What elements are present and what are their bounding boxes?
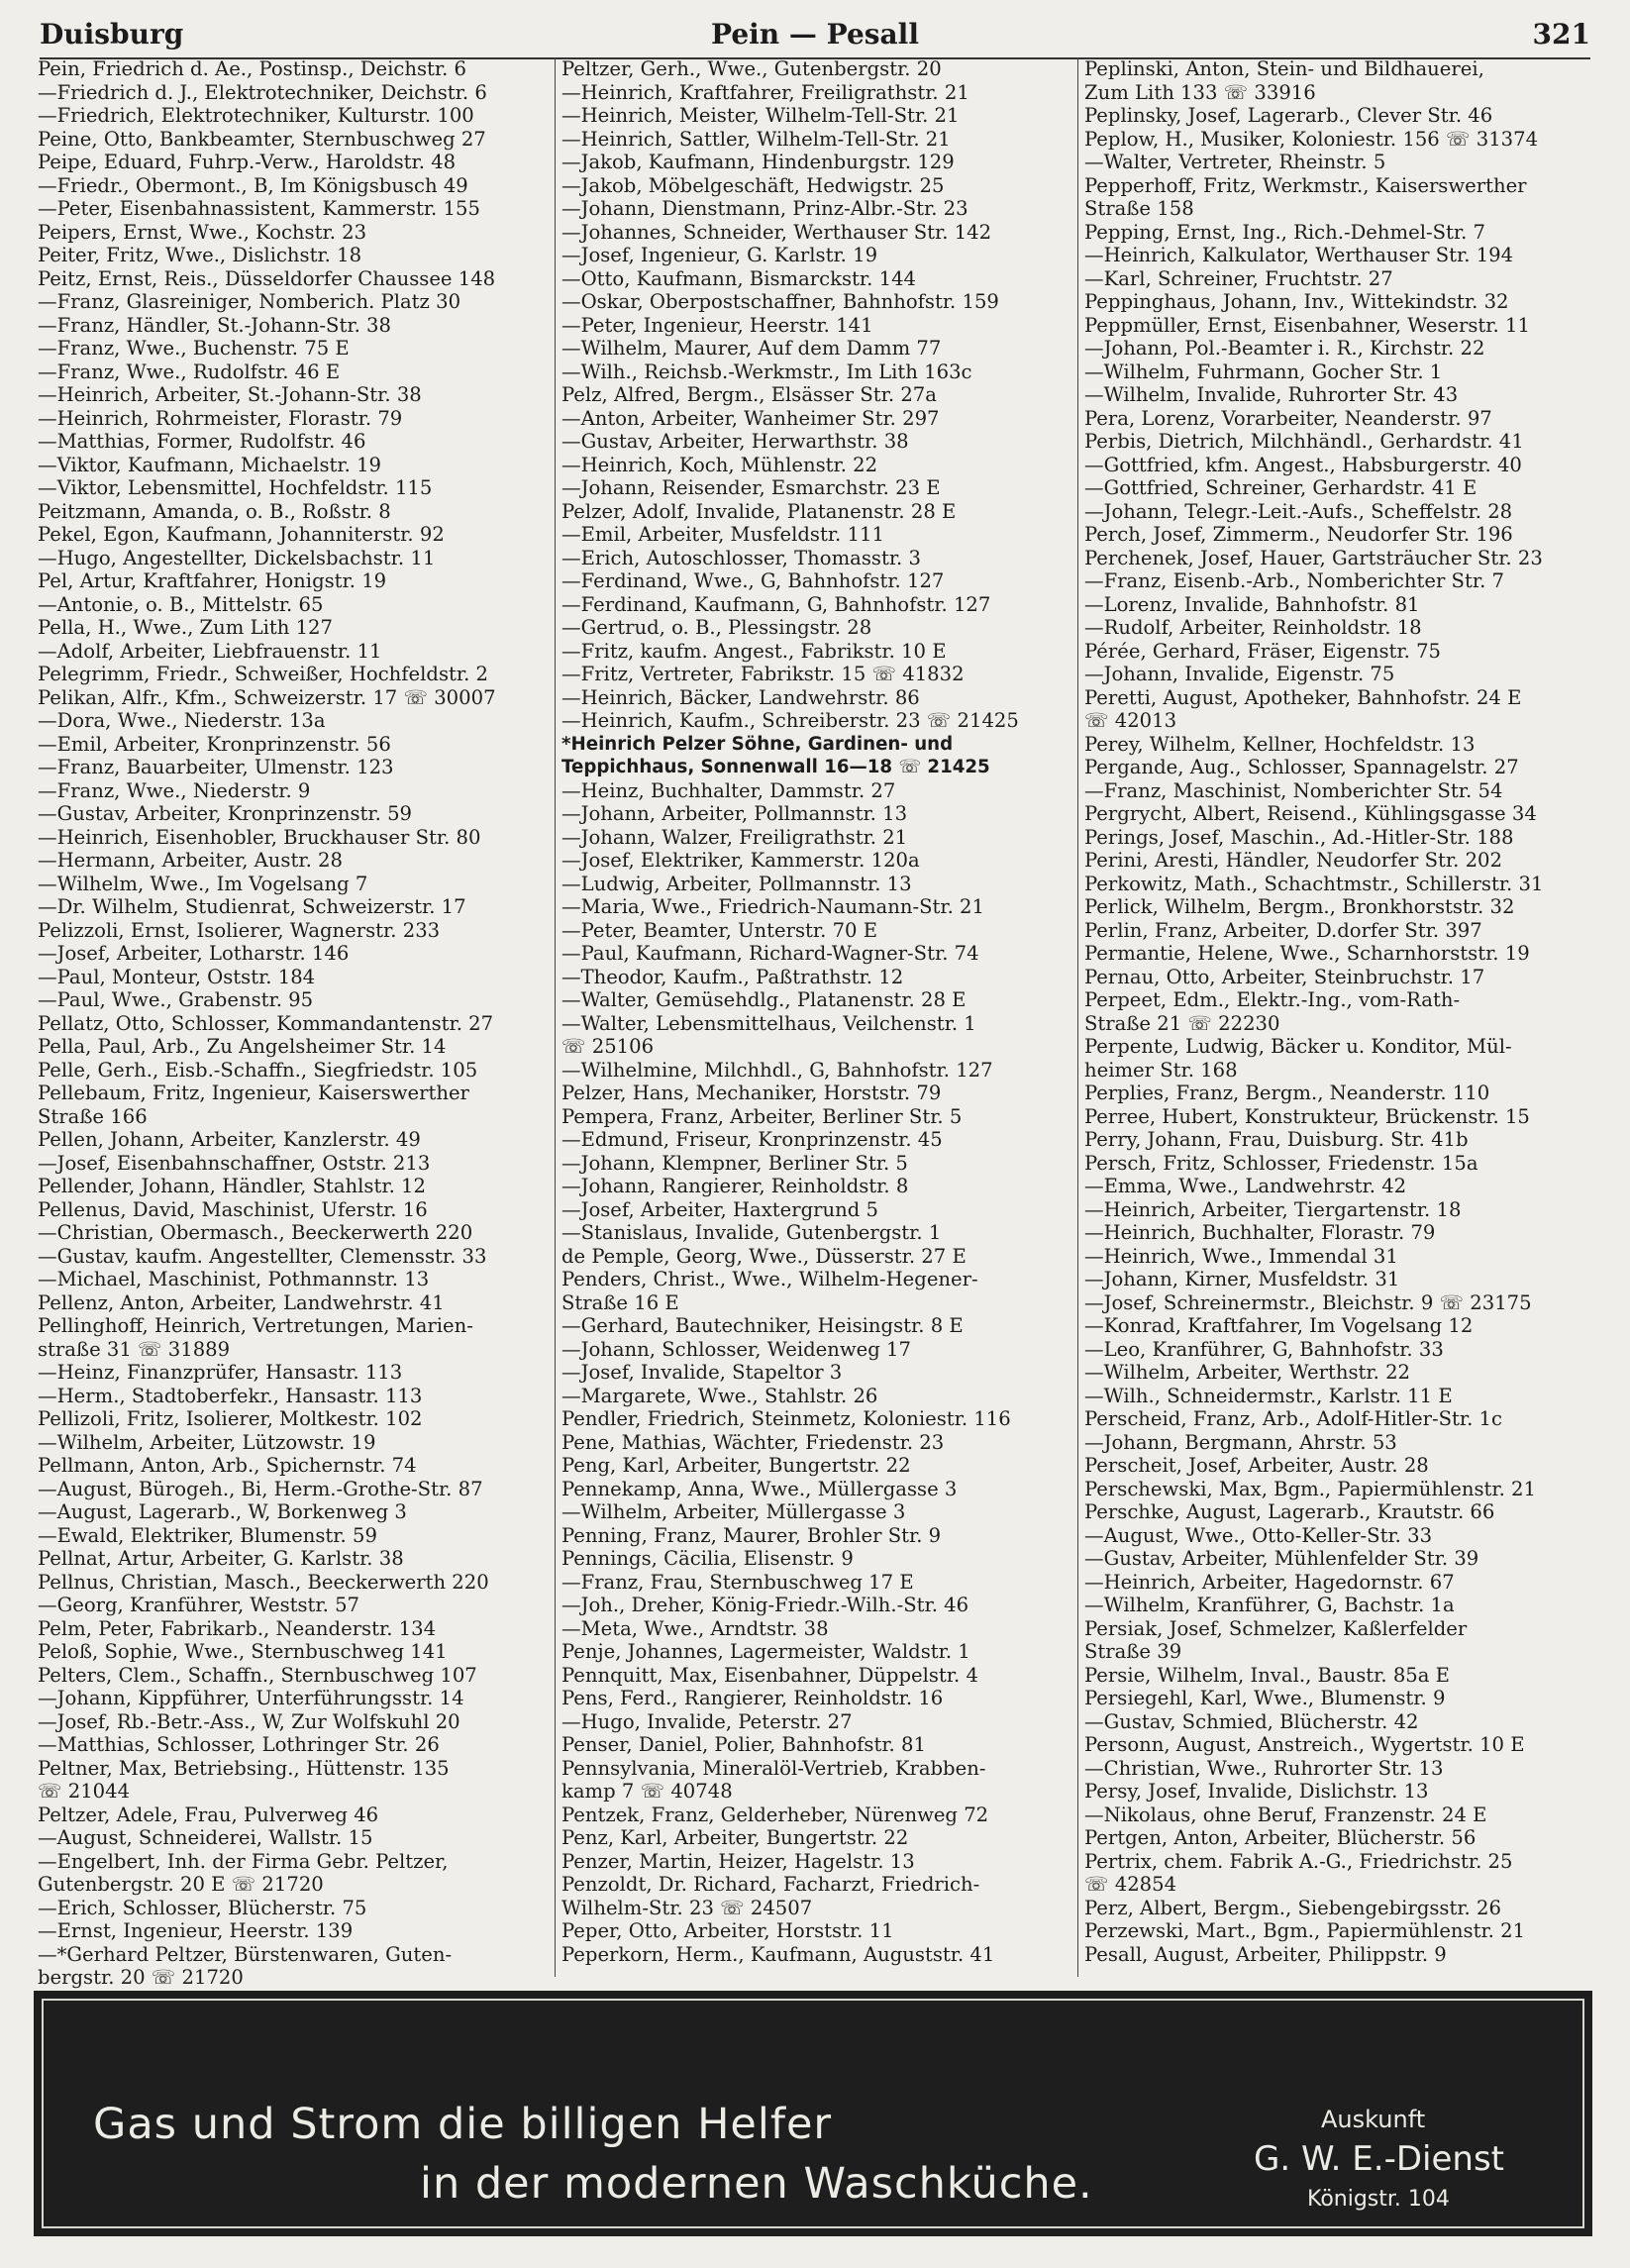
directory-entry: Pella, Paul, Arb., Zu Angelsheimer Str. 14: [38, 1035, 447, 1058]
directory-entry: Pesall, August, Arbeiter, Philippstr. 9: [1084, 1942, 1447, 1966]
directory-entry: —Fritz, Vertreter, Fabrikstr. 15 ☏ 41832: [561, 663, 965, 685]
directory-entry: —Johann, Bergmann, Ahrstr. 53: [1084, 1430, 1397, 1454]
directory-entry: —Leo, Kranführer, G, Bahnhofstr. 33: [1084, 1337, 1444, 1361]
directory-entry: Pelle, Gerh., Eisb.-Schaffn., Siegfriedstr. 105: [38, 1058, 478, 1082]
directory-entry: kamp 7 ☏ 40748: [561, 1780, 733, 1803]
directory-entry: —Heinrich, Sattler, Wilhelm-Tell-Str. 21: [561, 127, 951, 151]
directory-entry: —Johann, Dienstmann, Prinz-Albr.-Str. 23: [561, 197, 968, 220]
directory-entry: —Peter, Beamter, Unterstr. 70 E: [561, 918, 878, 942]
directory-entry: Straße 21 ☏ 22230: [1084, 1011, 1280, 1035]
directory-entry: —Erich, Schlosser, Blücherstr. 75: [38, 1896, 367, 1919]
directory-entry: —Franz, Wwe., Buchenstr. 75 E: [38, 337, 350, 360]
directory-entry: Peitzmann, Amanda, o. B., Roßstr. 8: [38, 499, 391, 523]
directory-entry: Personn, August, Anstreich., Wygertstr. 10 E: [1084, 1733, 1525, 1756]
ad-info-address: Königstr. 104: [1307, 2187, 1450, 2212]
directory-entry: —Heinrich, Koch, Mühlenstr. 22: [561, 453, 878, 476]
directory-entry: —Wilhelm, Arbeiter, Lützowstr. 19: [38, 1430, 376, 1454]
directory-entry: —*Gerhard Peltzer, Bürstenwaren, Guten-: [38, 1942, 453, 1966]
directory-entry: Peper, Otto, Arbeiter, Horststr. 11: [561, 1919, 894, 1942]
directory-entry: —Heinrich, Kalkulator, Werthauser Str. 194: [1084, 244, 1514, 266]
name-range-heading: Pein — Pesall: [711, 18, 919, 51]
directory-entry: —Franz, Bauarbeiter, Ulmenstr. 123: [38, 756, 394, 778]
directory-entry: Pellinghoff, Heinrich, Vertretungen, Marien-: [38, 1314, 473, 1337]
page-number: 321: [1532, 18, 1590, 51]
directory-entry: —Matthias, Former, Rudolfstr. 46: [38, 430, 366, 453]
directory-entry: —Johann, Telegr.-Leit.-Aufs., Scheffelstr. 28: [1084, 499, 1513, 523]
directory-entry: Pellenz, Anton, Arbeiter, Landwehrstr. 41: [38, 1290, 445, 1314]
directory-entry: —Franz, Glasreiniger, Nomberich. Platz 30: [38, 290, 461, 313]
directory-entry: Pelzer, Adolf, Invalide, Platanenstr. 28 E: [561, 499, 957, 523]
directory-entry: —Adolf, Arbeiter, Liebfrauenstr. 11: [38, 639, 382, 663]
directory-entry: Perbis, Dietrich, Milchhändl., Gerhardstr. 41: [1084, 430, 1524, 453]
directory-entry: Peloß, Sophie, Wwe., Sternbuschweg 141: [38, 1640, 448, 1663]
directory-entry: Peipers, Ernst, Wwe., Kochstr. 23: [38, 220, 367, 244]
directory-entry: —Jakob, Möbelgeschäft, Hedwigstr. 25: [561, 173, 945, 197]
directory-entry: —Otto, Kaufmann, Bismarckstr. 144: [561, 266, 916, 290]
directory-entry: —Josef, Invalide, Stapeltor 3: [561, 1361, 843, 1384]
directory-entry: —Heinrich, Eisenhobler, Bruckhauser Str. 80: [38, 825, 481, 849]
directory-entry: —Ferdinand, Wwe., G, Bahnhofstr. 127: [561, 569, 945, 592]
directory-entry: —Gustav, Arbeiter, Mühlenfelder Str. 39: [1084, 1547, 1479, 1570]
directory-entry: —August, Lagerarb., W, Borkenweg 3: [38, 1500, 407, 1523]
directory-entry: —Friedr., Obermont., B, Im Königsbusch 49: [38, 173, 468, 197]
directory-entry: —Franz, Wwe., Niederstr. 9: [38, 778, 311, 802]
directory-entry: —Johann, Reisender, Esmarchstr. 23 E: [561, 476, 941, 499]
directory-entry: —Ferdinand, Kaufmann, G, Bahnhofstr. 127: [561, 592, 991, 616]
directory-entry: Pennekamp, Anna, Wwe., Müllergasse 3: [561, 1477, 958, 1500]
directory-entry: Pendler, Friedrich, Steinmetz, Koloniestr. 116: [561, 1407, 1011, 1430]
directory-entry: Pel, Artur, Kraftfahrer, Honigstr. 19: [38, 569, 387, 592]
directory-entry: —Johann, Arbeiter, Pollmannstr. 13: [561, 802, 908, 825]
directory-entry: —Jakob, Kaufmann, Hindenburgstr. 129: [561, 151, 955, 173]
directory-entry: —Gustav, Schmied, Blücherstr. 42: [1084, 1709, 1419, 1733]
directory-entry: Pelizzoli, Ernst, Isolierer, Wagnerstr. 233: [38, 918, 441, 942]
directory-entry: Persie, Wilhelm, Inval., Baustr. 85a E: [1084, 1663, 1450, 1687]
directory-entry: Wilhelm-Str. 23 ☏ 24507: [561, 1896, 813, 1919]
directory-entry: Persy, Josef, Invalide, Dislichstr. 13: [1084, 1780, 1429, 1803]
directory-entry: —Franz, Wwe., Rudolfstr. 46 E: [38, 360, 341, 383]
directory-entry: —Johann, Kippführer, Unterführungsstr. 14: [38, 1687, 464, 1709]
directory-entry: —August, Wwe., Otto-Keller-Str. 33: [1084, 1523, 1433, 1547]
directory-entry: Pella, H., Wwe., Zum Lith 127: [38, 616, 333, 639]
directory-entry: Pellmann, Anton, Arb., Spichernstr. 74: [38, 1454, 417, 1477]
directory-entry: Pens, Ferd., Rangierer, Reinholdstr. 16: [561, 1687, 944, 1709]
directory-entry: —Lorenz, Invalide, Bahnhofstr. 81: [1084, 592, 1420, 616]
directory-entry: —Josef, Rb.-Betr.-Ass., W, Zur Wolfskuhl 20: [38, 1709, 460, 1733]
directory-entry: —Heinrich, Arbeiter, Tiergartenstr. 18: [1084, 1197, 1462, 1221]
directory-entry: Perini, Aresti, Händler, Neudorfer Str. 202: [1084, 849, 1502, 872]
directory-entry: —Josef, Elektriker, Kammerstr. 120a: [561, 849, 920, 872]
directory-entry: Peppmüller, Ernst, Eisenbahner, Weserstr. 11: [1084, 313, 1530, 337]
directory-entry: Pelz, Alfred, Bergm., Elsässer Str. 27a: [561, 383, 937, 406]
advertisement-banner: [34, 1991, 1592, 2236]
directory-entry: —Peter, Eisenbahnassistent, Kammerstr. 155: [38, 197, 480, 220]
directory-entry: —Franz, Eisenb.-Arb., Nomberichter Str. 7: [1084, 569, 1504, 592]
directory-entry: —Johann, Klempner, Berliner Str. 5: [561, 1151, 908, 1175]
directory-entry: —Heinrich, Kaufm., Schreiberstr. 23 ☏ 21425: [561, 709, 1019, 732]
directory-entry: —Peter, Ingenieur, Heerstr. 141: [561, 313, 873, 337]
directory-entry: Perings, Josef, Maschin., Ad.-Hitler-Str. 188: [1084, 825, 1514, 849]
directory-entry: —Wilhelm, Fuhrmann, Gocher Str. 1: [1084, 360, 1443, 383]
directory-entry: Pempera, Franz, Arbeiter, Berliner Str. 5: [561, 1104, 963, 1128]
directory-entry: —Antonie, o. B., Mittelstr. 65: [38, 592, 324, 616]
directory-entry: —Walter, Vertreter, Rheinstr. 5: [1084, 151, 1386, 173]
directory-entry: Pellnus, Christian, Masch., Beeckerwerth 220: [38, 1570, 489, 1594]
directory-entry: —Anton, Arbeiter, Wanheimer Str. 297: [561, 406, 940, 430]
directory-entry: Pellatz, Otto, Schlosser, Kommandantenstr. 27: [38, 1011, 494, 1035]
directory-entry: Penzoldt, Dr. Richard, Facharzt, Friedrich-: [561, 1873, 980, 1896]
directory-entry: —Hugo, Angestellter, Dickelsbachstr. 11: [38, 546, 436, 569]
directory-entry: —Meta, Wwe., Arndtstr. 38: [561, 1616, 829, 1640]
directory-entry: Straße 39: [1084, 1640, 1182, 1663]
directory-entry: —Johann, Kirner, Musfeldstr. 31: [1084, 1268, 1400, 1290]
directory-entry: Peltzer, Gerh., Wwe., Gutenbergstr. 20: [561, 57, 942, 80]
directory-entry: —Josef, Schreinermstr., Bleichstr. 9 ☏ 23175: [1084, 1290, 1532, 1314]
directory-entry: Perschewski, Max, Bgm., Papiermühlenstr. 21: [1084, 1477, 1536, 1500]
directory-entry: —Dora, Wwe., Niederstr. 13a: [38, 709, 326, 732]
directory-entry: —Wilhelmine, Milchhdl., G, Bahnhofstr. 127: [561, 1058, 993, 1082]
directory-entry: bergstr. 20 ☏ 21720: [38, 1966, 244, 1989]
directory-entry: Pennsylvania, Mineralöl-Vertrieb, Krabben-: [561, 1756, 986, 1780]
directory-entry: Perplies, Franz, Bergm., Neanderstr. 110: [1084, 1082, 1490, 1104]
directory-entry: —Gustav, Arbeiter, Kronprinzenstr. 59: [38, 802, 413, 825]
directory-entry: Straße 16 E: [561, 1290, 679, 1314]
directory-entry: Permantie, Helene, Wwe., Scharnhorststr. 19: [1084, 942, 1530, 965]
directory-entry: Pellen, Johann, Arbeiter, Kanzlerstr. 49: [38, 1128, 421, 1151]
directory-entry: —Gerhard, Bautechniker, Heisingstr. 8 E: [561, 1314, 964, 1337]
directory-entry: —Konrad, Kraftfahrer, Im Vogelsang 12: [1084, 1314, 1474, 1337]
directory-entry: ☏ 21044: [38, 1780, 131, 1803]
directory-entry: —Johann, Walzer, Freiligrathstr. 21: [561, 825, 908, 849]
directory-entry: —Heinrich, Bäcker, Landwehrstr. 86: [561, 685, 920, 709]
page-header: [40, 12, 1590, 52]
directory-entry: Pergande, Aug., Schlosser, Spannagelstr. 27: [1084, 756, 1519, 778]
directory-entry: —Herm., Stadtoberfekr., Hansastr. 113: [38, 1384, 423, 1407]
ad-slogan-line-2: in der modernen Waschküche.: [420, 2159, 1093, 2209]
directory-entry: Penning, Franz, Maurer, Brohler Str. 9: [561, 1523, 942, 1547]
directory-entry: —Johann, Schlosser, Weidenweg 17: [561, 1337, 911, 1361]
directory-entry: Pernau, Otto, Arbeiter, Steinbruchstr. 17: [1084, 965, 1485, 988]
directory-entry: —Nikolaus, ohne Beruf, Franzenstr. 24 E: [1084, 1803, 1487, 1826]
directory-entry: —Walter, Lebensmittelhaus, Veilchenstr. 1: [561, 1011, 976, 1035]
directory-entry: Pepping, Ernst, Ing., Rich.-Dehmel-Str. 7: [1084, 220, 1486, 244]
directory-entry: Persch, Fritz, Schlosser, Friedenstr. 15a: [1084, 1151, 1478, 1175]
directory-entry: Pellizoli, Fritz, Isolierer, Moltkestr. 102: [38, 1407, 423, 1430]
directory-entry: —Josef, Eisenbahnschaffner, Oststr. 213: [38, 1151, 431, 1175]
directory-entry: —Christian, Wwe., Ruhrorter Str. 13: [1084, 1756, 1444, 1780]
directory-entry: Perkowitz, Math., Schachtmstr., Schillerstr. 31: [1084, 872, 1544, 895]
directory-entry: —Oskar, Oberpostschaffner, Bahnhofstr. 159: [561, 290, 999, 313]
directory-entry: —Maria, Wwe., Friedrich-Naumann-Str. 21: [561, 895, 984, 918]
city-heading: Duisburg: [40, 18, 184, 51]
directory-entry: —Viktor, Kaufmann, Michaelstr. 19: [38, 453, 382, 476]
directory-entry: —Johannes, Schneider, Werthauser Str. 142: [561, 220, 992, 244]
directory-entry: —Wilhelm, Arbeiter, Müllergasse 3: [561, 1500, 906, 1523]
directory-entry: de Pemple, Georg, Wwe., Düsserstr. 27 E: [561, 1244, 967, 1268]
directory-entry: —Emil, Arbeiter, Musfeldstr. 111: [561, 523, 884, 546]
directory-entry: —Engelbert, Inh. der Firma Gebr. Peltzer,: [38, 1849, 449, 1873]
directory-entry: Perz, Albert, Bergm., Siebengebirgsstr. 26: [1084, 1896, 1501, 1919]
directory-entry: Peretti, August, Apotheker, Bahnhofstr. 24 E: [1084, 685, 1522, 709]
directory-entry: —Edmund, Friseur, Kronprinzenstr. 45: [561, 1128, 943, 1151]
directory-entry: —Hugo, Invalide, Peterstr. 27: [561, 1709, 853, 1733]
directory-entry: —Gottfried, Schreiner, Gerhardstr. 41 E: [1084, 476, 1477, 499]
directory-entry: Pein, Friedrich d. Ae., Postinsp., Deichstr. 6: [38, 57, 467, 80]
directory-entry: —Josef, Ingenieur, G. Karlstr. 19: [561, 244, 878, 266]
directory-entry: Perzewski, Mart., Bgm., Papiermühlenstr. 21: [1084, 1919, 1526, 1942]
directory-entry: —Wilhelm, Arbeiter, Werthstr. 22: [1084, 1361, 1411, 1384]
directory-entry: Perscheid, Franz, Arb., Adolf-Hitler-Str. 1c: [1084, 1407, 1502, 1430]
directory-entry: Peine, Otto, Bankbeamter, Sternbuschweg 27: [38, 127, 486, 151]
directory-entry: —Paul, Wwe., Grabenstr. 95: [38, 988, 314, 1011]
directory-entry: ☏ 42854: [1084, 1873, 1177, 1896]
directory-entry: straße 31 ☏ 31889: [38, 1337, 231, 1361]
directory-entry: Pelikan, Alfr., Kfm., Schweizerstr. 17 ☏ 30007: [38, 685, 496, 709]
directory-entry: Peperkorn, Herm., Kaufmann, Auguststr. 41: [561, 1942, 995, 1966]
directory-entry: Pekel, Egon, Kaufmann, Johanniterstr. 92: [38, 523, 445, 546]
directory-entry: —Heinrich, Meister, Wilhelm-Tell-Str. 21: [561, 104, 960, 127]
directory-entry: —Margarete, Wwe., Stahlstr. 26: [561, 1384, 878, 1407]
directory-entry: —Franz, Frau, Sternbuschweg 17 E: [561, 1570, 914, 1594]
directory-entry: Straße 166: [38, 1104, 148, 1128]
directory-entry: —Heinz, Finanzprüfer, Hansastr. 113: [38, 1361, 403, 1384]
directory-entry: —Heinrich, Buchhalter, Florastr. 79: [1084, 1221, 1436, 1244]
directory-entry: —Gustav, kaufm. Angestellter, Clemensstr. 33: [38, 1244, 487, 1268]
directory-entry: Perschke, August, Lagerarb., Krautstr. 66: [1084, 1500, 1495, 1523]
directory-entry: Pelzer, Hans, Mechaniker, Horststr. 79: [561, 1082, 942, 1104]
directory-entry: —Wilhelm, Maurer, Auf dem Damm 77: [561, 337, 942, 360]
directory-entry: —Wilhelm, Wwe., Im Vogelsang 7: [38, 872, 368, 895]
directory-entry: —Paul, Kaufmann, Richard-Wagner-Str. 74: [561, 942, 979, 965]
directory-entry: Perry, Johann, Frau, Duisburg. Str. 41b: [1084, 1128, 1469, 1151]
directory-entry: Pennquitt, Max, Eisenbahner, Düppelstr. 4: [561, 1663, 978, 1687]
directory-entry: —Stanislaus, Invalide, Gutenbergstr. 1: [561, 1221, 942, 1244]
directory-entry: Pergrycht, Albert, Reisend., Kühlingsgasse 34: [1084, 802, 1537, 825]
directory-entry: —Michael, Maschinist, Pothmannstr. 13: [38, 1268, 430, 1290]
directory-entry: Straße 158: [1084, 197, 1194, 220]
directory-entry: —Heinz, Buchhalter, Dammstr. 27: [561, 778, 896, 802]
directory-entry: —Paul, Monteur, Oststr. 184: [38, 965, 316, 988]
directory-entry: —Wilhelm, Invalide, Ruhrorter Str. 43: [1084, 383, 1459, 406]
directory-entry: —Ewald, Elektriker, Blumenstr. 59: [38, 1523, 377, 1547]
directory-entry: —Johann, Invalide, Eigenstr. 75: [1084, 663, 1395, 685]
directory-entry: —Emma, Wwe., Landwehrstr. 42: [1084, 1175, 1407, 1197]
directory-entry: Peppinghaus, Johann, Inv., Wittekindstr. 32: [1084, 290, 1509, 313]
directory-entry: —Viktor, Lebensmittel, Hochfeldstr. 115: [38, 476, 433, 499]
directory-entry: —Matthias, Schlosser, Lothringer Str. 26: [38, 1733, 440, 1756]
directory-entry: —Rudolf, Arbeiter, Reinholdstr. 18: [1084, 616, 1422, 639]
directory-entry: —Ernst, Ingenieur, Heerstr. 139: [38, 1919, 354, 1942]
directory-entry: Perpente, Ludwig, Bäcker u. Konditor, Mül-: [1084, 1035, 1512, 1058]
directory-entry: Pérée, Gerhard, Fräser, Eigenstr. 75: [1084, 639, 1442, 663]
directory-entry: Persiak, Josef, Schmelzer, Kaßlerfelder: [1084, 1616, 1468, 1640]
directory-entry: —Heinrich, Rohrmeister, Florastr. 79: [38, 406, 403, 430]
directory-entry: Peplinsky, Josef, Lagerarb., Clever Str. 46: [1084, 104, 1493, 127]
directory-entry: —Christian, Obermasch., Beeckerwerth 220: [38, 1221, 473, 1244]
directory-entry: Perchenek, Josef, Hauer, Gartsträucher Str. 23: [1084, 546, 1543, 569]
directory-entry: —Gottfried, kfm. Angest., Habsburgerstr. 40: [1084, 453, 1522, 476]
directory-entry: Peitz, Ernst, Reis., Düsseldorfer Chaussee 148: [38, 266, 496, 290]
directory-entry: —Franz, Händler, St.-Johann-Str. 38: [38, 313, 391, 337]
directory-entry: Pellebaum, Fritz, Ingenieur, Kaiserswerther: [38, 1082, 469, 1104]
directory-entry: —Walter, Gemüsehdlg., Platanenstr. 28 E: [561, 988, 967, 1011]
directory-columns: [32, 57, 1600, 1989]
ad-slogan-line-1: Gas und Strom die billigen Helfer: [93, 2100, 833, 2149]
directory-entry: heimer Str. 168: [1084, 1058, 1238, 1082]
directory-entry: —Karl, Schreiner, Fruchtstr. 27: [1084, 266, 1393, 290]
directory-entry: —Josef, Arbeiter, Haxtergrund 5: [561, 1197, 879, 1221]
directory-entry: —Heinrich, Kraftfahrer, Freiligrathstr. 21: [561, 80, 969, 104]
directory-entry: Pentzek, Franz, Gelderheber, Nürenweg 72: [561, 1803, 989, 1826]
directory-entry: Perree, Hubert, Konstrukteur, Brückenstr. 15: [1084, 1104, 1530, 1128]
directory-entry: —Joh., Dreher, König-Friedr.-Wilh.-Str. 46: [561, 1594, 969, 1616]
directory-entry: Persiegehl, Karl, Wwe., Blumenstr. 9: [1084, 1687, 1446, 1709]
directory-entry: Perscheit, Josef, Arbeiter, Austr. 28: [1084, 1454, 1429, 1477]
directory-entry: —Erich, Autoschlosser, Thomasstr. 3: [561, 546, 921, 569]
directory-entry: Pertgen, Anton, Arbeiter, Blücherstr. 56: [1084, 1826, 1477, 1849]
directory-entry: Pelm, Peter, Fabrikarb., Neanderstr. 134: [38, 1616, 437, 1640]
directory-entry: Peiter, Fritz, Wwe., Dislichstr. 18: [38, 244, 362, 266]
directory-entry: Penser, Daniel, Polier, Bahnhofstr. 81: [561, 1733, 926, 1756]
directory-entry: Peplinski, Anton, Stein- und Bildhauerei,: [1084, 57, 1484, 80]
directory-column-2: [555, 57, 1077, 1977]
directory-entry: —Ludwig, Arbeiter, Pollmannstr. 13: [561, 872, 912, 895]
directory-entry: —Gustav, Arbeiter, Herwarthstr. 38: [561, 430, 909, 453]
directory-entry: ☏ 25106: [561, 1035, 655, 1058]
ad-info-label: Auskunft: [1321, 2106, 1426, 2133]
directory-column-1: [32, 57, 555, 1989]
directory-entry: Penz, Karl, Arbeiter, Bungertstr. 22: [561, 1826, 909, 1849]
directory-entry: —Theodor, Kaufm., Paßtrathstr. 12: [561, 965, 904, 988]
directory-entry: —Josef, Arbeiter, Lotharstr. 146: [38, 942, 350, 965]
directory-entry: Penders, Christ., Wwe., Wilhelm-Hegener-: [561, 1268, 978, 1290]
directory-entry: —Dr. Wilhelm, Studienrat, Schweizerstr. 17: [38, 895, 466, 918]
directory-entry: —Georg, Kranführer, Weststr. 57: [38, 1594, 360, 1616]
directory-entry: —Franz, Maschinist, Nomberichter Str. 54: [1084, 778, 1503, 802]
directory-entry: Peltzer, Adele, Frau, Pulverweg 46: [38, 1803, 379, 1826]
directory-column-3: [1077, 57, 1600, 1977]
directory-entry: —August, Schneiderei, Wallstr. 15: [38, 1826, 373, 1849]
directory-entry: Perpeet, Edm., Elektr.-Ing., vom-Rath-: [1084, 988, 1461, 1011]
directory-entry: Zum Lith 133 ☏ 33916: [1084, 80, 1316, 104]
directory-entry: Pera, Lorenz, Vorarbeiter, Neanderstr. 97: [1084, 406, 1492, 430]
directory-entry: Pennings, Cäcilia, Elisenstr. 9: [561, 1547, 854, 1570]
directory-entry: Peltner, Max, Betriebsing., Hüttenstr. 135: [38, 1756, 450, 1780]
directory-entry: Pene, Mathias, Wächter, Friedenstr. 23: [561, 1430, 945, 1454]
directory-entry: —Friedrich d. J., Elektrotechniker, Deichstr. 6: [38, 80, 487, 104]
directory-entry: —Emil, Arbeiter, Kronprinzenstr. 56: [38, 732, 391, 756]
directory-entry: —Heinrich, Wwe., Immendal 31: [1084, 1244, 1398, 1268]
directory-entry: Teppichhaus, Sonnenwall 16—18 ☏ 21425: [561, 757, 990, 777]
directory-entry: ☏ 42013: [1084, 709, 1177, 732]
directory-entry: —Friedrich, Elektrotechniker, Kulturstr. 100: [38, 104, 474, 127]
directory-entry: Pepperhoff, Fritz, Werkmstr., Kaiserswerther: [1084, 173, 1527, 197]
directory-entry: —Heinrich, Arbeiter, Hagedornstr. 67: [1084, 1570, 1455, 1594]
directory-entry: Pertrix, chem. Fabrik A.-G., Friedrichstr. 25: [1084, 1849, 1513, 1873]
directory-entry: Pellender, Johann, Händler, Stahlstr. 12: [38, 1175, 426, 1197]
directory-entry: —August, Bürogeh., Bi, Herm.-Grothe-Str. 87: [38, 1477, 483, 1500]
directory-entry: Peng, Karl, Arbeiter, Bungertstr. 22: [561, 1454, 911, 1477]
directory-entry: —Wilh., Schneidermstr., Karlstr. 11 E: [1084, 1384, 1453, 1407]
directory-entry: —Johann, Pol.-Beamter i. R., Kirchstr. 22: [1084, 337, 1485, 360]
directory-entry: Peplow, H., Musiker, Koloniestr. 156 ☏ 31374: [1084, 127, 1539, 151]
directory-entry: Gutenbergstr. 20 E ☏ 21720: [38, 1873, 324, 1896]
directory-entry: Perlick, Wilhelm, Bergm., Bronkhorststr. 32: [1084, 895, 1515, 918]
directory-entry: —Wilhelm, Kranführer, G, Bachstr. 1a: [1084, 1594, 1455, 1616]
directory-entry: Peipe, Eduard, Fuhrp.-Verw., Haroldstr. 48: [38, 151, 457, 173]
directory-entry: —Fritz, kaufm. Angest., Fabrikstr. 10 E: [561, 639, 947, 663]
directory-entry: Pellnat, Artur, Arbeiter, G. Karlstr. 38: [38, 1547, 404, 1570]
directory-entry: —Hermann, Arbeiter, Austr. 28: [38, 849, 343, 872]
directory-entry: —Wilh., Reichsb.-Werkmstr., Im Lith 163c: [561, 360, 972, 383]
directory-entry: Perch, Josef, Zimmerm., Neudorfer Str. 196: [1084, 523, 1513, 546]
directory-entry: Penzer, Martin, Heizer, Hagelstr. 13: [561, 1849, 915, 1873]
directory-entry: Pelters, Clem., Schaffn., Sternbuschweg 107: [38, 1663, 477, 1687]
directory-entry: —Johann, Rangierer, Reinholdstr. 8: [561, 1175, 909, 1197]
directory-entry: —Heinrich, Arbeiter, St.-Johann-Str. 38: [38, 383, 422, 406]
directory-entry: —Gertrud, o. B., Plessingstr. 28: [561, 616, 872, 639]
directory-entry: Perey, Wilhelm, Kellner, Hochfeldstr. 13: [1084, 732, 1476, 756]
directory-entry: Penje, Johannes, Lagermeister, Waldstr. 1: [561, 1640, 970, 1663]
directory-entry: Pellenus, David, Maschinist, Uferstr. 16: [38, 1197, 428, 1221]
directory-entry: *Heinrich Pelzer Söhne, Gardinen- und: [561, 733, 954, 755]
directory-entry: Pelegrimm, Friedr., Schweißer, Hochfeldstr. 2: [38, 663, 489, 685]
directory-entry: Perlin, Franz, Arbeiter, D.dorfer Str. 397: [1084, 918, 1482, 942]
ad-info-name: G. W. E.-Dienst: [1254, 2139, 1504, 2179]
